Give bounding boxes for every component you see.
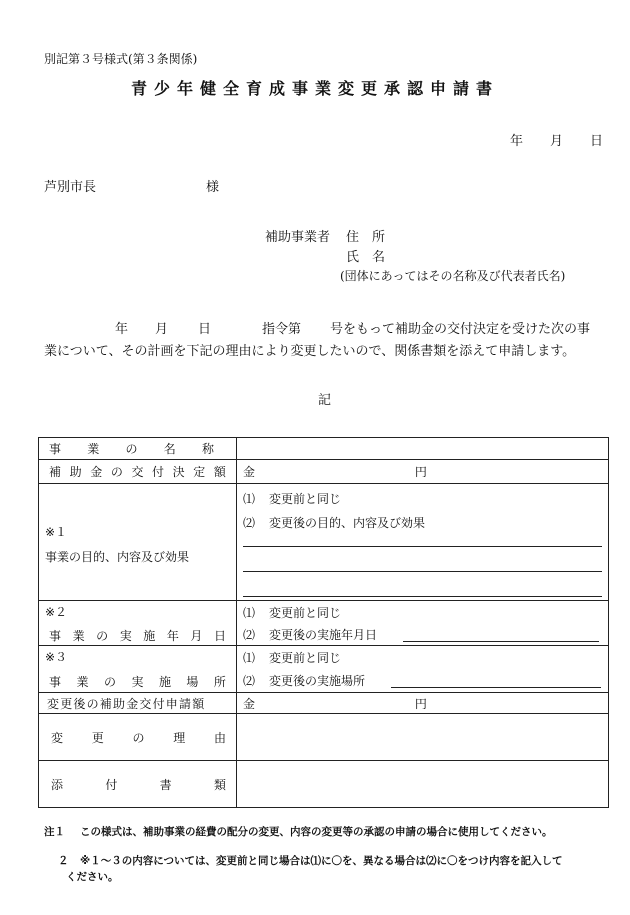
table-row <box>39 693 609 714</box>
project-name-label: 事 業 の 名 称 <box>39 438 237 460</box>
purpose-field[interactable]: ⑴ 変更前と同じ ⑵ 変更後の目的、内容及び効果 <box>237 484 609 601</box>
document-title: 青少年健全育成事業変更承認申請書 <box>130 79 499 98</box>
body-line1-rest: 号をもって補助金の交付決定を受けた次の事 <box>330 322 591 337</box>
ki-mark: 記 <box>318 393 332 408</box>
table-row <box>39 484 609 601</box>
attachments-label: 添 付 書 類 <box>39 761 237 808</box>
form-label: 別記第３号様式(第３条関係) <box>44 52 198 66</box>
application-table <box>38 437 609 808</box>
applicant-role: 補助事業者 <box>265 230 331 245</box>
table-row <box>39 761 609 808</box>
reason-label: 変 更 の 理 由 <box>39 714 237 761</box>
body-month: 月 <box>155 322 169 337</box>
date-day: 日 <box>590 134 604 149</box>
grant-amount-field[interactable] <box>237 460 609 484</box>
table-row <box>39 438 609 460</box>
yen-prefix: 金 <box>243 465 256 479</box>
table-row <box>39 460 609 484</box>
yen-prefix: 金 <box>243 696 256 711</box>
changed-amount-label: 変更後の補助金交付申請額 <box>39 693 237 714</box>
name-label: 氏 名 <box>346 250 386 265</box>
table-row <box>39 714 609 761</box>
address-label: 住 所 <box>346 230 386 245</box>
note-2-number: ２ <box>58 855 69 867</box>
honorific: 様 <box>206 180 220 195</box>
implementation-date-field[interactable]: ⑴ 変更前と同じ ⑵ 変更後の実施年月日 <box>237 601 609 646</box>
implementation-place-field[interactable]: ⑴ 変更前と同じ ⑵ 変更後の実施場所 <box>237 646 609 693</box>
note-2-line1: ※１～３の内容については、変更前と同じ場合は⑴に〇を、異なる場合は⑵に〇をつけ内容を記入して <box>80 855 563 867</box>
table-row <box>39 601 609 646</box>
date-year: 年 <box>510 134 524 149</box>
changed-amount-field[interactable] <box>237 693 609 714</box>
body-day: 日 <box>198 322 212 337</box>
reason-field[interactable] <box>237 714 609 761</box>
grant-amount-label: 補 助 金 の 交 付 決 定 額 <box>39 460 237 484</box>
place-write-line[interactable] <box>391 673 601 688</box>
date-write-line[interactable] <box>403 627 599 642</box>
group-note: (団体にあってはその名称及び代表者氏名) <box>340 269 566 283</box>
note-1-number: 注１ <box>44 826 65 838</box>
write-line[interactable] <box>243 534 602 547</box>
project-name-field[interactable] <box>237 438 609 460</box>
body-directive: 指令第 <box>262 322 302 337</box>
implementation-place-label: ※３ 事 業 の 実 施 場 所 <box>39 646 237 693</box>
yen-unit: 円 <box>414 696 427 711</box>
body-line2: 業について、その計画を下記の理由により変更したいので、関係書類を添えて申請します。 <box>44 344 576 359</box>
note-1-text: この様式は、補助事業の経費の配分の変更、内容の変更等の承認の申請の場合に使用してください。 <box>80 826 553 838</box>
date-month: 月 <box>550 134 564 149</box>
note-2-line2: ください。 <box>66 871 119 883</box>
write-line[interactable] <box>243 572 602 597</box>
write-line[interactable] <box>243 547 602 572</box>
implementation-date-label: ※２ 事 業 の 実 施 年 月 日 <box>39 601 237 646</box>
purpose-label: ※１ 事業の目的、内容及び効果 <box>39 484 237 601</box>
same-as-before-option[interactable]: 変更前と同じ <box>269 491 342 506</box>
table-row <box>39 646 609 693</box>
changed-purpose-option[interactable]: 変更後の目的、内容及び効果 <box>269 515 426 530</box>
addressee: 芦別市長 <box>44 180 97 195</box>
yen-unit: 円 <box>414 465 427 479</box>
attachments-field[interactable] <box>237 761 609 808</box>
body-year: 年 <box>115 322 129 337</box>
